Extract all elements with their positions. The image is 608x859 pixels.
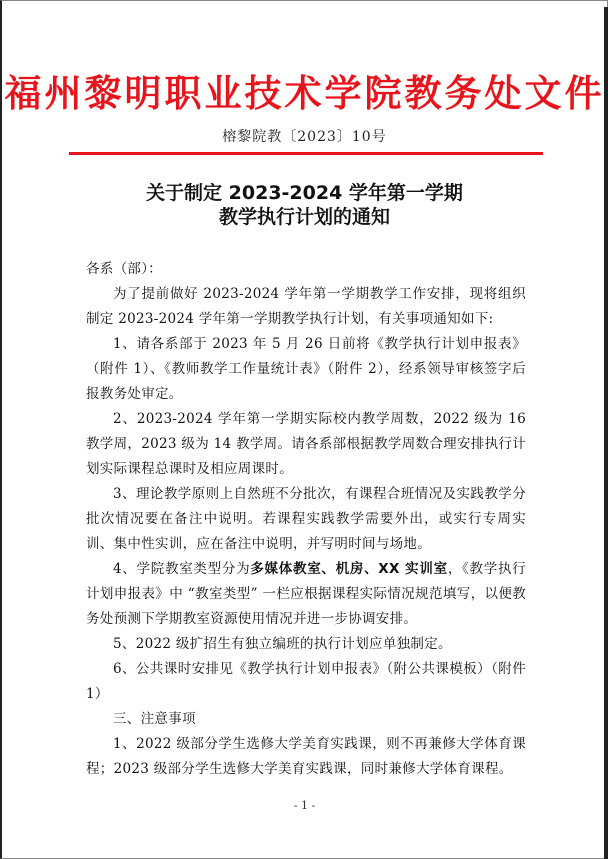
notice-body (86, 257, 526, 782)
item-4 (86, 557, 526, 632)
document-number: 榕黎院教〔2023〕10号 (222, 129, 387, 145)
org-header-title: 福州黎明职业技术学院教务处文件 (4, 71, 605, 115)
item-4-prefix: 4、学院教室类型分为 (113, 561, 251, 577)
item-4-suffix: ，《教学执行计划申报表》中 “教室类型” 一栏应根据课程实际情况规范填写，以便教务处预测下学期教室资源使用情况并进一步协调安排。 (86, 561, 526, 627)
red-divider (69, 152, 543, 155)
notice-title-line2: 教学执行计划的通知 (218, 206, 390, 228)
item-4-classroom-types: 多媒体教室、机房、XX 实训室 (250, 561, 448, 577)
item-6: 6、公共课时安排见《教学执行计划申报表》（附公共课模板）（附件 1） (86, 661, 526, 702)
item-5: 5、2022 级扩招生有独立编班的执行计划应单独制定。 (113, 636, 452, 652)
item-1: 1、请各系部于 2023 年 5 月 26 日前将《教学执行计划申报表》（附件 1）、《教师教学工作量统计表》（附件 2），经系领导审核签字后报教务处审定。 (86, 336, 526, 402)
section-3-heading: 三、注意事项 (113, 711, 196, 727)
item-3: 3、理论教学原则上自然班不分批次，有课程合班情况及实践教学分批次情况要在备注中说明。若课程实践教学需要外出，或实行专周实训、集中性实训，应在备注中说明，并写明时间与场地。 (86, 486, 526, 552)
page-number: - 1 - (293, 799, 316, 812)
salutation: 各系（部）： (86, 261, 163, 277)
item-2: 2、2023-2024 学年第一学期实际校内教学周数，2022 级为 16 教学周，2023 级为 14 教学周。请各系部根据教学周数合理安排执行计划实际课程总课时及相应周课时。 (86, 411, 526, 477)
intro-paragraph: 为了提前做好 2023-2024 学年第一学期教学工作安排，现将组织制定 2023-2024 学年第一学期教学执行计划，有关事项通知如下: (86, 286, 526, 327)
note-1: 1、2022 级部分学生选修大学美育实践课，则不再兼修大学体育课程；2023 级部分学生选修大学美育实践课，同时兼修大学体育课程。 (86, 736, 526, 777)
notice-title (2, 181, 607, 229)
notice-title-line1: 关于制定 2023-2024 学年第一学期 (146, 182, 463, 204)
